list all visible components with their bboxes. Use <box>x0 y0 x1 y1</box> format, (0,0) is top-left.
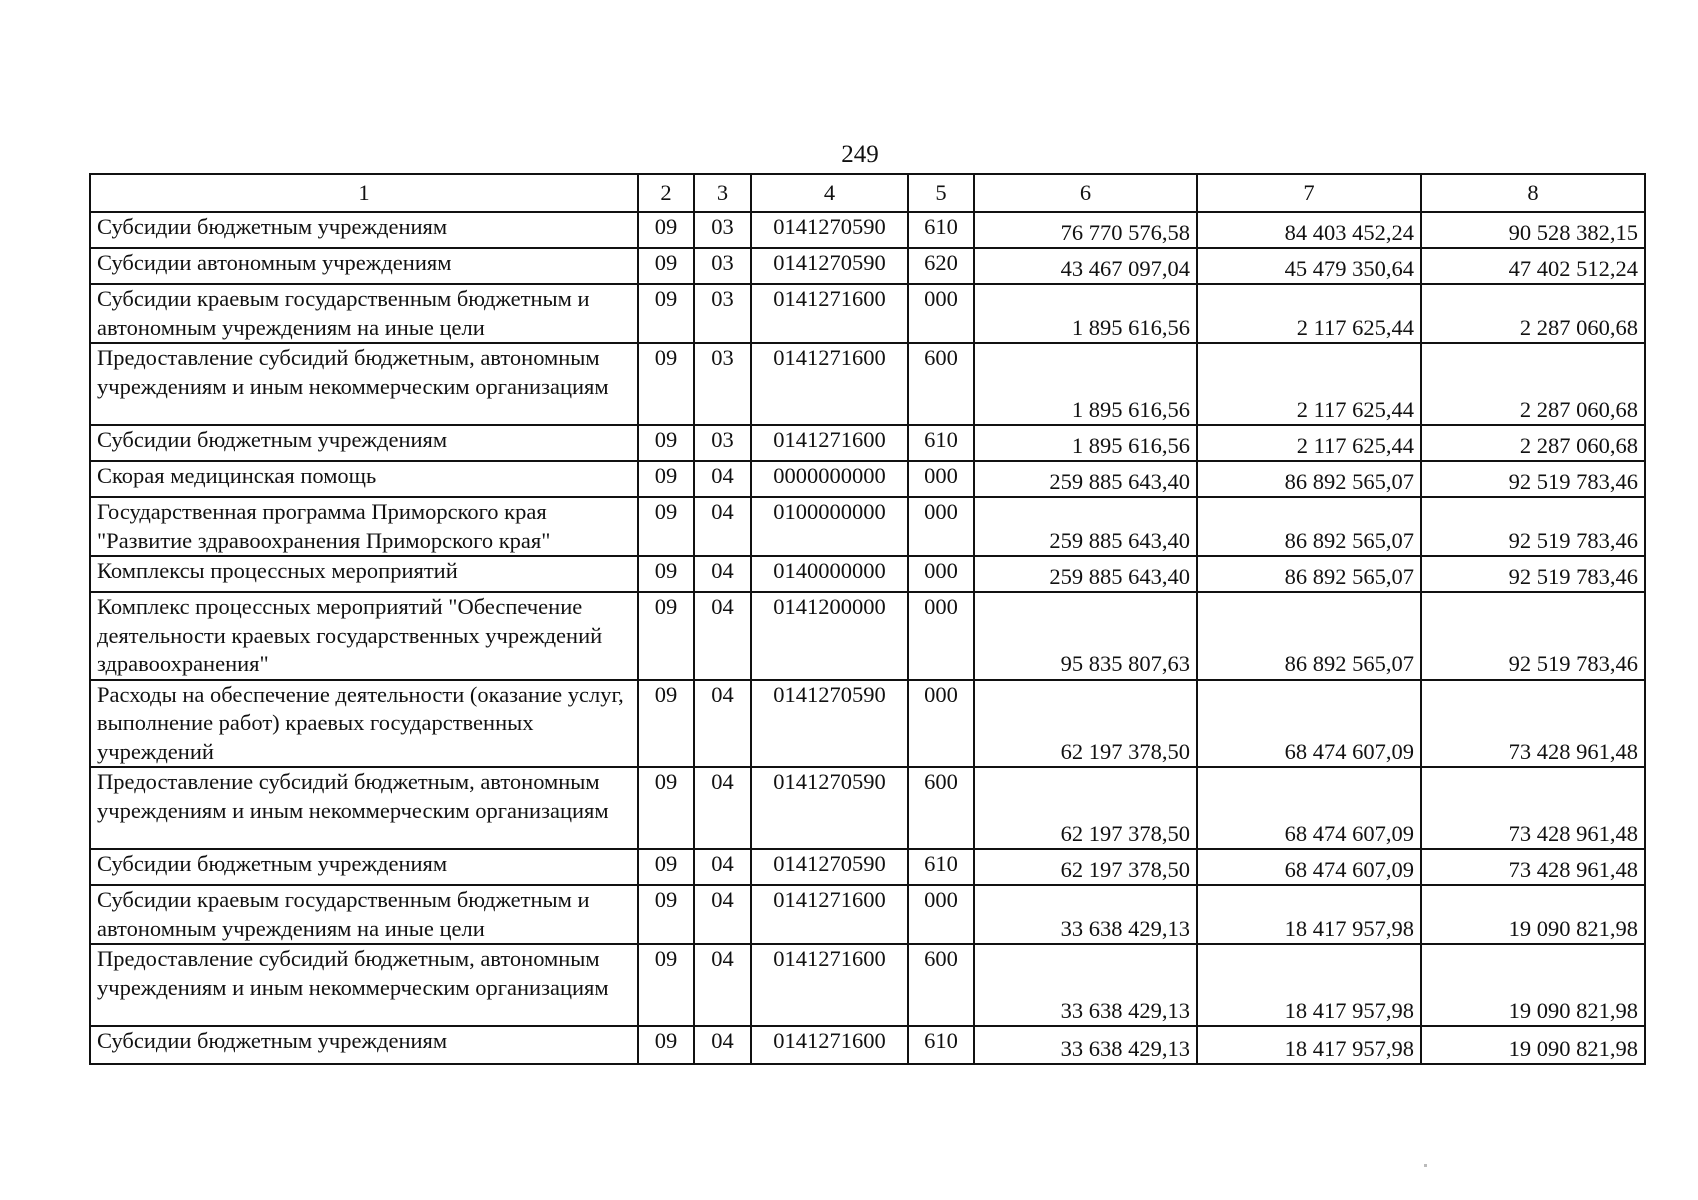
row-code-2: 09 <box>638 1026 694 1064</box>
row-code-3: 03 <box>694 425 751 461</box>
row-name: Субсидии краевым государственным бюджетным и автономным учреждениям на иные цели <box>90 885 638 944</box>
column-header-8: 8 <box>1421 174 1645 212</box>
row-amount-7: 68 474 607,09 <box>1197 767 1421 849</box>
table-body <box>90 212 1645 1064</box>
row-amount-8: 73 428 961,48 <box>1421 767 1645 849</box>
row-amount-7: 18 417 957,98 <box>1197 1026 1421 1064</box>
row-code-2: 09 <box>638 592 694 680</box>
row-code-4: 0141271600 <box>751 885 908 944</box>
row-code-2: 09 <box>638 212 694 248</box>
row-amount-6: 259 885 643,40 <box>974 461 1197 497</box>
row-amount-6: 62 197 378,50 <box>974 767 1197 849</box>
row-code-4: 0000000000 <box>751 461 908 497</box>
row-amount-8: 19 090 821,98 <box>1421 1026 1645 1064</box>
row-amount-6: 1 895 616,56 <box>974 284 1197 343</box>
row-code-3: 04 <box>694 885 751 944</box>
header-row <box>90 174 1645 212</box>
row-name: Предоставление субсидий бюджетным, автономным учреждениям и иным некоммерческим организациям <box>90 767 638 849</box>
row-code-5: 000 <box>908 885 974 944</box>
row-amount-8: 92 519 783,46 <box>1421 556 1645 592</box>
row-code-4: 0141271600 <box>751 1026 908 1064</box>
row-code-5: 000 <box>908 556 974 592</box>
row-code-2: 09 <box>638 461 694 497</box>
row-code-3: 04 <box>694 944 751 1026</box>
row-amount-8: 92 519 783,46 <box>1421 592 1645 680</box>
row-amount-8: 2 287 060,68 <box>1421 284 1645 343</box>
column-header-5: 5 <box>908 174 974 212</box>
row-code-2: 09 <box>638 849 694 885</box>
column-header-6: 6 <box>974 174 1197 212</box>
row-name: Субсидии бюджетным учреждениям <box>90 849 638 885</box>
row-amount-7: 86 892 565,07 <box>1197 556 1421 592</box>
row-name: Предоставление субсидий бюджетным, автономным учреждениям и иным некоммерческим организациям <box>90 944 638 1026</box>
row-code-4: 0141271600 <box>751 944 908 1026</box>
row-name: Субсидии бюджетным учреждениям <box>90 212 638 248</box>
column-header-7: 7 <box>1197 174 1421 212</box>
row-code-4: 0140000000 <box>751 556 908 592</box>
row-code-5: 610 <box>908 849 974 885</box>
row-code-2: 09 <box>638 284 694 343</box>
row-amount-8: 92 519 783,46 <box>1421 497 1645 556</box>
row-amount-8: 47 402 512,24 <box>1421 248 1645 284</box>
table-row <box>90 680 1645 768</box>
table-row <box>90 1026 1645 1064</box>
table-row <box>90 767 1645 849</box>
row-code-4: 0141271600 <box>751 284 908 343</box>
row-code-2: 09 <box>638 425 694 461</box>
row-code-3: 04 <box>694 461 751 497</box>
row-amount-6: 95 835 807,63 <box>974 592 1197 680</box>
row-amount-6: 62 197 378,50 <box>974 849 1197 885</box>
row-code-4: 0141270590 <box>751 212 908 248</box>
table-row <box>90 284 1645 343</box>
table-row <box>90 556 1645 592</box>
row-code-4: 0141270590 <box>751 767 908 849</box>
row-code-5: 000 <box>908 284 974 343</box>
table-row <box>90 461 1645 497</box>
row-code-5: 600 <box>908 343 974 425</box>
row-code-3: 03 <box>694 284 751 343</box>
row-amount-7: 2 117 625,44 <box>1197 284 1421 343</box>
row-code-3: 04 <box>694 592 751 680</box>
table-row <box>90 592 1645 680</box>
row-code-2: 09 <box>638 248 694 284</box>
row-code-5: 610 <box>908 1026 974 1064</box>
row-code-5: 610 <box>908 212 974 248</box>
row-amount-7: 68 474 607,09 <box>1197 680 1421 768</box>
row-amount-6: 76 770 576,58 <box>974 212 1197 248</box>
row-amount-7: 45 479 350,64 <box>1197 248 1421 284</box>
row-name: Субсидии бюджетным учреждениям <box>90 425 638 461</box>
table-header <box>90 174 1645 212</box>
row-amount-8: 2 287 060,68 <box>1421 343 1645 425</box>
table-row <box>90 849 1645 885</box>
row-amount-8: 92 519 783,46 <box>1421 461 1645 497</box>
row-code-4: 0141270590 <box>751 248 908 284</box>
scan-speck <box>1424 1164 1427 1167</box>
row-code-2: 09 <box>638 556 694 592</box>
row-amount-7: 86 892 565,07 <box>1197 592 1421 680</box>
table-row <box>90 885 1645 944</box>
row-amount-6: 1 895 616,56 <box>974 343 1197 425</box>
row-name: Комплексы процессных мероприятий <box>90 556 638 592</box>
row-amount-6: 43 467 097,04 <box>974 248 1197 284</box>
row-code-2: 09 <box>638 680 694 768</box>
column-header-1: 1 <box>90 174 638 212</box>
table-row <box>90 212 1645 248</box>
row-code-5: 000 <box>908 497 974 556</box>
row-code-2: 09 <box>638 944 694 1026</box>
row-code-2: 09 <box>638 885 694 944</box>
row-amount-7: 84 403 452,24 <box>1197 212 1421 248</box>
row-amount-6: 33 638 429,13 <box>974 1026 1197 1064</box>
row-name: Расходы на обеспечение деятельности (оказание услуг, выполнение работ) краевых государственных учреждений <box>90 680 638 768</box>
page-number: 249 <box>841 141 879 168</box>
row-amount-6: 62 197 378,50 <box>974 680 1197 768</box>
column-header-2: 2 <box>638 174 694 212</box>
table-row <box>90 497 1645 556</box>
row-code-5: 620 <box>908 248 974 284</box>
row-code-4: 0141271600 <box>751 425 908 461</box>
column-header-3: 3 <box>694 174 751 212</box>
row-code-3: 03 <box>694 248 751 284</box>
row-code-4: 0100000000 <box>751 497 908 556</box>
row-code-5: 000 <box>908 461 974 497</box>
row-code-2: 09 <box>638 343 694 425</box>
row-code-3: 04 <box>694 556 751 592</box>
row-code-3: 04 <box>694 767 751 849</box>
row-code-4: 0141271600 <box>751 343 908 425</box>
row-amount-6: 33 638 429,13 <box>974 944 1197 1026</box>
row-amount-8: 19 090 821,98 <box>1421 885 1645 944</box>
row-amount-8: 73 428 961,48 <box>1421 680 1645 768</box>
row-name: Комплекс процессных мероприятий "Обеспечение деятельности краевых государственных учреждений здравоохранения" <box>90 592 638 680</box>
row-code-5: 000 <box>908 592 974 680</box>
row-code-3: 04 <box>694 1026 751 1064</box>
row-amount-8: 90 528 382,15 <box>1421 212 1645 248</box>
row-code-3: 03 <box>694 343 751 425</box>
row-amount-7: 86 892 565,07 <box>1197 497 1421 556</box>
row-code-2: 09 <box>638 497 694 556</box>
row-code-3: 04 <box>694 680 751 768</box>
row-amount-8: 73 428 961,48 <box>1421 849 1645 885</box>
row-name: Предоставление субсидий бюджетным, автономным учреждениям и иным некоммерческим организациям <box>90 343 638 425</box>
row-amount-7: 2 117 625,44 <box>1197 425 1421 461</box>
row-code-3: 04 <box>694 849 751 885</box>
row-amount-7: 18 417 957,98 <box>1197 944 1421 1026</box>
row-amount-6: 1 895 616,56 <box>974 425 1197 461</box>
row-code-5: 600 <box>908 944 974 1026</box>
row-code-5: 600 <box>908 767 974 849</box>
row-amount-6: 259 885 643,40 <box>974 497 1197 556</box>
row-amount-7: 2 117 625,44 <box>1197 343 1421 425</box>
row-amount-6: 259 885 643,40 <box>974 556 1197 592</box>
row-name: Государственная программа Приморского края "Развитие здравоохранения Приморского края" <box>90 497 638 556</box>
row-code-3: 03 <box>694 212 751 248</box>
row-name: Скорая медицинская помощь <box>90 461 638 497</box>
budget-table <box>89 173 1646 1065</box>
row-amount-8: 19 090 821,98 <box>1421 944 1645 1026</box>
row-code-3: 04 <box>694 497 751 556</box>
row-name: Субсидии автономным учреждениям <box>90 248 638 284</box>
row-code-4: 0141270590 <box>751 680 908 768</box>
row-amount-7: 68 474 607,09 <box>1197 849 1421 885</box>
row-amount-7: 18 417 957,98 <box>1197 885 1421 944</box>
table-row <box>90 425 1645 461</box>
table-row <box>90 248 1645 284</box>
row-code-5: 000 <box>908 680 974 768</box>
row-amount-8: 2 287 060,68 <box>1421 425 1645 461</box>
row-code-5: 610 <box>908 425 974 461</box>
table-row <box>90 343 1645 425</box>
row-name: Субсидии краевым государственным бюджетным и автономным учреждениям на иные цели <box>90 284 638 343</box>
row-amount-6: 33 638 429,13 <box>974 885 1197 944</box>
row-code-2: 09 <box>638 767 694 849</box>
row-name: Субсидии бюджетным учреждениям <box>90 1026 638 1064</box>
row-amount-7: 86 892 565,07 <box>1197 461 1421 497</box>
row-code-4: 0141270590 <box>751 849 908 885</box>
row-code-4: 0141200000 <box>751 592 908 680</box>
table-row <box>90 944 1645 1026</box>
column-header-4: 4 <box>751 174 908 212</box>
